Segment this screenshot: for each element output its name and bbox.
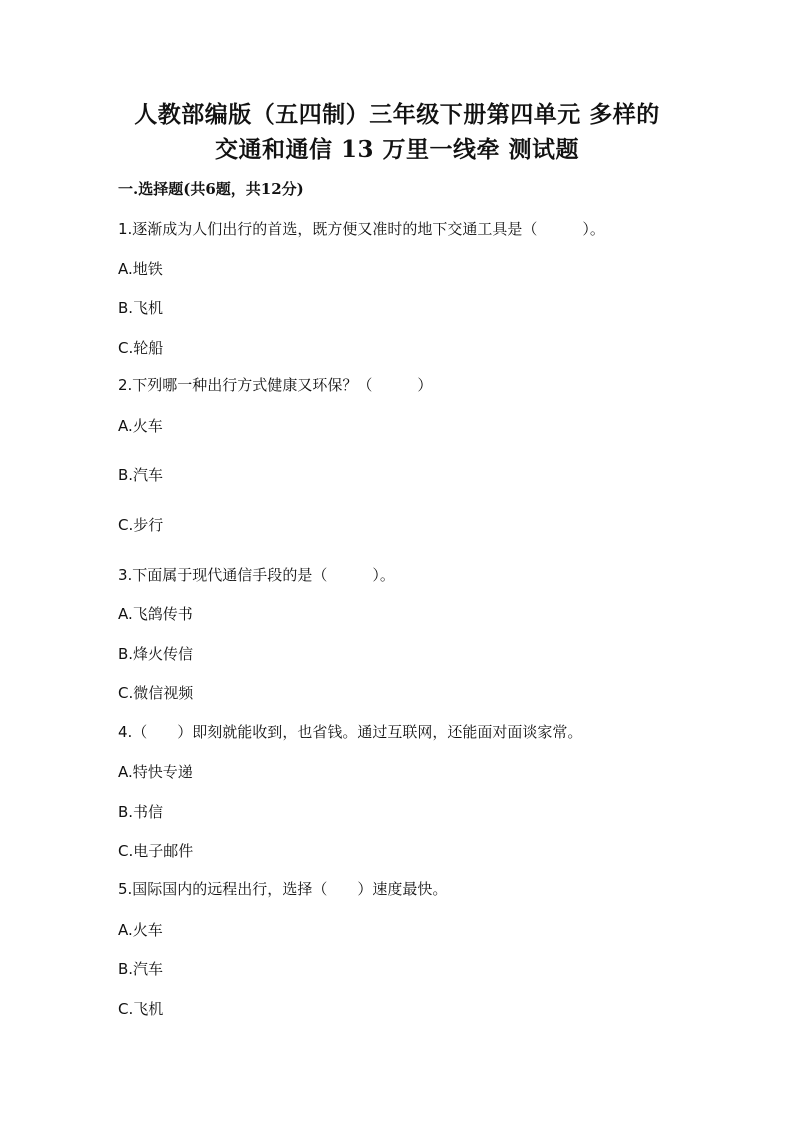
question-4-stem: 4.（ ）即刻就能收到，也省钱。通过互联网，还能面对面谈家常。 — [118, 723, 583, 741]
question-1-option-c: C.轮船 — [118, 339, 164, 357]
question-4-option-c: C.电子邮件 — [118, 842, 194, 860]
question-3-stem: 3.下面属于现代通信手段的是（ ）。 — [118, 566, 395, 584]
question-5-option-c: C.飞机 — [118, 1000, 164, 1018]
question-1-option-b: B.飞机 — [118, 299, 164, 317]
question-4-option-b: B.书信 — [118, 803, 164, 821]
question-3-option-c: C.微信视频 — [118, 684, 194, 702]
document-title-line-2: 交通和通信 13 万里一线牵 测试题 — [214, 136, 580, 163]
section-heading: 一.选择题(共6题，共12分) — [118, 180, 304, 198]
question-4-option-a: A.特快专递 — [118, 763, 193, 781]
question-2-option-c: C.步行 — [118, 516, 164, 534]
question-2-option-a: A.火车 — [118, 417, 163, 435]
question-3-option-a: A.飞鸽传书 — [118, 605, 193, 623]
question-2-option-b: B.汽车 — [118, 466, 164, 484]
question-5-stem: 5.国际国内的远程出行，选择（ ）速度最快。 — [118, 880, 448, 898]
question-5-option-b: B.汽车 — [118, 960, 164, 978]
question-1-stem: 1.逐渐成为人们出行的首选，既方便又准时的地下交通工具是（ ）。 — [118, 220, 605, 238]
question-1-option-a: A.地铁 — [118, 260, 163, 278]
question-3-option-b: B.烽火传信 — [118, 645, 194, 663]
question-5-option-a: A.火车 — [118, 921, 163, 939]
document-title-line-1: 人教部编版（五四制）三年级下册第四单元 多样的 — [134, 101, 660, 128]
question-2-stem: 2.下列哪一种出行方式健康又环保？（ ） — [118, 376, 433, 394]
